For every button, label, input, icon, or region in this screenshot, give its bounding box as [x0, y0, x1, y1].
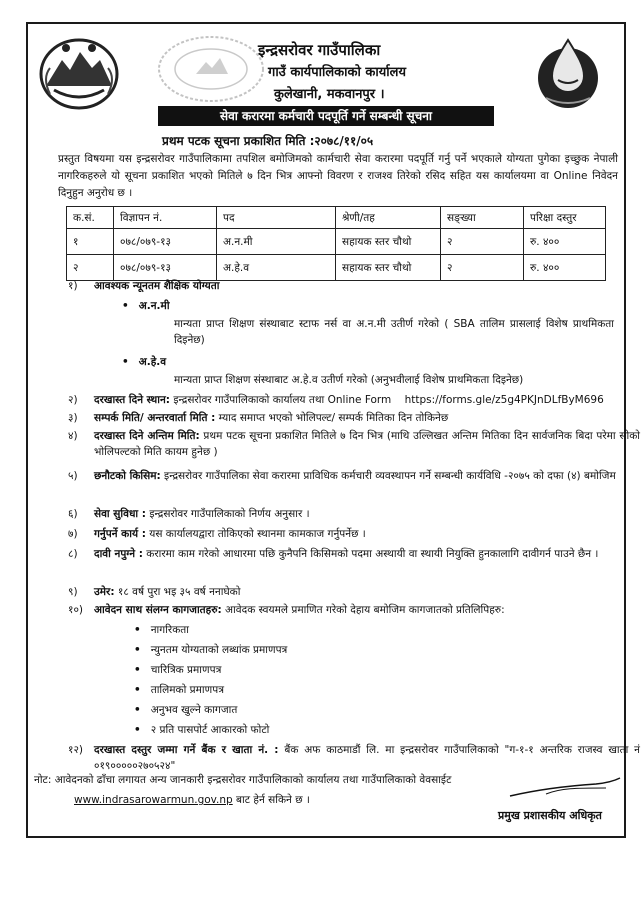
qualification-aheb-label: • अ.हे.व	[122, 354, 166, 370]
section-title: दरखास्त दस्तुर जम्मा गर्ने बैंक र खाता नं. :	[94, 744, 279, 756]
table-row	[67, 255, 606, 281]
section-text: प्रथम पटक सूचना प्रकाशित मितिले ७ दिन भित्र (माथि उल्लिखत अन्तिम मितिका दिन सार्वजनिक बिदा परेमा सोको भोलिपल्टको मिति कायम हुनेछ )	[94, 430, 640, 458]
col-sn: क.सं.	[67, 207, 114, 229]
section-title: आवश्यक न्यूनतम शैक्षिक योग्यता	[94, 280, 220, 292]
section-title: सम्पर्क मिति/ अन्तरवार्ता मिति :	[94, 412, 216, 424]
cell-post: अ.न.मी	[217, 229, 336, 255]
section-6	[68, 506, 624, 522]
section-number: १)	[68, 280, 78, 292]
document-item: • २ प्रति पासपोर्ट आकारको फोटो	[134, 722, 269, 738]
section-number: ३)	[68, 412, 78, 424]
section-number: ९)	[68, 586, 78, 598]
signatory-title: प्रमुख प्रशासकीय अधिकृत	[498, 809, 602, 822]
section-number: ८)	[68, 548, 78, 560]
section-text: इन्द्रसरोवर गाउँपालिकाको निर्णय अनुसार ।	[146, 508, 310, 520]
section-title: छनौटको किसिम:	[94, 470, 161, 482]
section-number: ५)	[68, 470, 78, 482]
note-line: नोट: आवेदनको ढाँचा लगायत अन्य जानकारी इन्द्रसरोवर गाउँपालिकाको कार्यालय तथा गाउँपालिकाको वेवसाईट	[34, 774, 452, 786]
notice-frame	[26, 22, 640, 838]
table-header-row	[67, 207, 606, 229]
qualification-anm-text: मान्यता प्राप्त शिक्षण संस्थाबाट स्टाफ नर्स वा अ.न.मी उतीर्ण गरेको ( SBA तालिम प्रासलाई विशेष प्राथमिकता दिइनेछ)	[174, 318, 614, 346]
cell-level: सहायक स्तर चौथो	[336, 255, 441, 281]
qualification-aheb-text: मान्यता प्राप्त शिक्षण संस्थाबाट अ.हे.व उतीर्ण गरेको (अनुभवीलाई विशेष प्राथमिकता दिइनेछ)	[174, 374, 524, 386]
vacancy-table	[66, 206, 606, 281]
section-text: इन्द्रसरोवर गाउँपालिकाको कार्यालय तथा Online Form	[170, 394, 392, 406]
section-7	[68, 526, 624, 542]
cell-sn: २	[67, 255, 114, 281]
col-count: सङ्ख्या	[441, 207, 524, 229]
cell-post: अ.हे.व	[217, 255, 336, 281]
section-title: आवेदन साथ संलग्न कागजातहरु:	[94, 604, 222, 616]
document-item: • तालिमको प्रमाणपत्र	[134, 682, 224, 698]
cell-advert-no: ०७८/०७९-१३	[114, 255, 217, 281]
section-12	[68, 742, 640, 774]
cell-sn: १	[67, 229, 114, 255]
municipality-logo-icon	[532, 36, 604, 112]
section-2	[68, 392, 624, 408]
online-form-link[interactable]: https://forms.gle/z5g4PKJnDLfByM696	[404, 394, 604, 406]
section-text: आवेदक स्वयमले प्रमाणित गरेको देहाय बमोजिम कागजातको प्रतिलिपिहरु:	[221, 604, 505, 616]
section-4	[68, 428, 640, 460]
col-fee: परिक्षा दस्तुर	[524, 207, 606, 229]
qualification-anm-label: • अ.न.मी	[122, 298, 170, 314]
section-1-heading	[68, 278, 219, 294]
section-number: १२)	[68, 744, 84, 756]
cell-level: सहायक स्तर चौथो	[336, 229, 441, 255]
municipality-name: इन्द्रसरोवर गाउँपालिका	[258, 41, 381, 59]
section-title: दरखास्त दिने स्थान:	[94, 394, 171, 406]
note-website	[74, 792, 504, 808]
section-3	[68, 410, 624, 426]
nepal-emblem-icon	[36, 34, 122, 112]
section-number: ७)	[68, 528, 78, 540]
section-number: ६)	[68, 508, 78, 520]
note-tail: बाट हेर्न सकिने छ ।	[232, 794, 310, 806]
section-title: गर्नुपर्ने कार्य :	[94, 528, 146, 540]
intro-paragraph: प्रस्तुत विषयमा यस इन्द्रसरोवर गाउँपालिकामा तपशिल बमोजिमको कार्मचारी सेवा करारमा पदपूर्ति गर्नु पर्ने भएकाले योग्यता पुगेका इच्छुक नेपाली नागरिकहरुले यो सूचना प्रकाशित भएको मितिले ७ दिन भित्र आफ्नो विवरण र राजश्व तिरेको रसिद सहित यस कार्यालयमा वा Online निवेदन दिनुहुन अनुरोध छ ।	[58, 153, 618, 199]
section-text: करारमा काम गरेको आधारमा पछि कुनैपनि किसिमको पदमा अस्थायी वा स्थायी नियुक्ति हुनकालागि दावीगर्न पाउने छैन ।	[142, 548, 599, 560]
section-text: इन्द्रसरोवर गाउँपालिका सेवा करारमा प्राविधिक कर्मचारी व्यवस्थापन गर्ने सम्बन्धी कार्यविधि -२०७५ को दफा (४) बमोजिम	[160, 470, 616, 482]
col-advert-no: विज्ञापन नं.	[114, 207, 217, 229]
section-text: १८ वर्ष पुरा भइ ३५ वर्ष ननाघेको	[114, 586, 241, 598]
website-link[interactable]: www.indrasarowarmun.gov.np	[74, 794, 233, 806]
section-number: ४)	[68, 430, 78, 442]
cell-fee: रु. ४००	[524, 229, 606, 255]
signature-icon	[506, 776, 624, 800]
document-item: • न्युनतम योग्यताको लब्धांक प्रमाणपत्र	[134, 642, 287, 658]
document-item: • नागरिकता	[134, 622, 189, 638]
col-post: पद	[217, 207, 336, 229]
section-9	[68, 584, 624, 600]
cell-count: २	[441, 255, 524, 281]
section-text: यस कार्यालयद्वारा तोकिएको स्थानमा कामकाज गर्नुपर्नेछ ।	[145, 528, 366, 540]
publication-date: प्रथम पटक सूचना प्रकाशित मिति :२०७८/११/०५	[162, 134, 374, 148]
section-title: उमेर:	[94, 586, 115, 598]
section-text: बैंक अफ काठमाडौं लि. मा इन्द्रसरोवर गाउँपालिकाको "ग-१-१ अन्तरिक राजस्व खाता नं ०१९०००००२७०५२४"	[94, 744, 640, 772]
section-number: २)	[68, 394, 78, 406]
section-text: म्याद समाप्त भएको भोलिपल्ट/ सम्पर्क मितिका दिन तोकिनेछ	[215, 412, 449, 424]
cell-fee: रु. ४००	[524, 255, 606, 281]
cell-advert-no: ०७८/०७९-१३	[114, 229, 217, 255]
section-number: १०)	[68, 604, 84, 616]
cell-count: २	[441, 229, 524, 255]
office-seal-icon	[156, 34, 266, 104]
section-title: दावी नपुग्ने :	[94, 548, 143, 560]
section-title: दरखास्त दिने अन्तिम मिति:	[94, 430, 200, 442]
section-5	[68, 468, 640, 484]
office-name: गाउँ कार्यपालिकाको कार्यालय	[268, 65, 406, 80]
document-item: • अनुभव खुल्ने कागजात	[134, 702, 237, 718]
section-8	[68, 546, 640, 562]
section-title: सेवा सुविधा :	[94, 508, 146, 520]
notice-title-banner: सेवा करारमा कर्मचारी पदपूर्ति गर्ने सम्बन्धी सूचना	[158, 106, 494, 126]
document-item: • चारित्रिक प्रमाणपत्र	[134, 662, 221, 678]
office-location: कुलेखानी, मकवानपुर ।	[274, 87, 385, 102]
table-row	[67, 229, 606, 255]
col-level: श्रेणी/तह	[336, 207, 441, 229]
section-10	[68, 602, 624, 618]
